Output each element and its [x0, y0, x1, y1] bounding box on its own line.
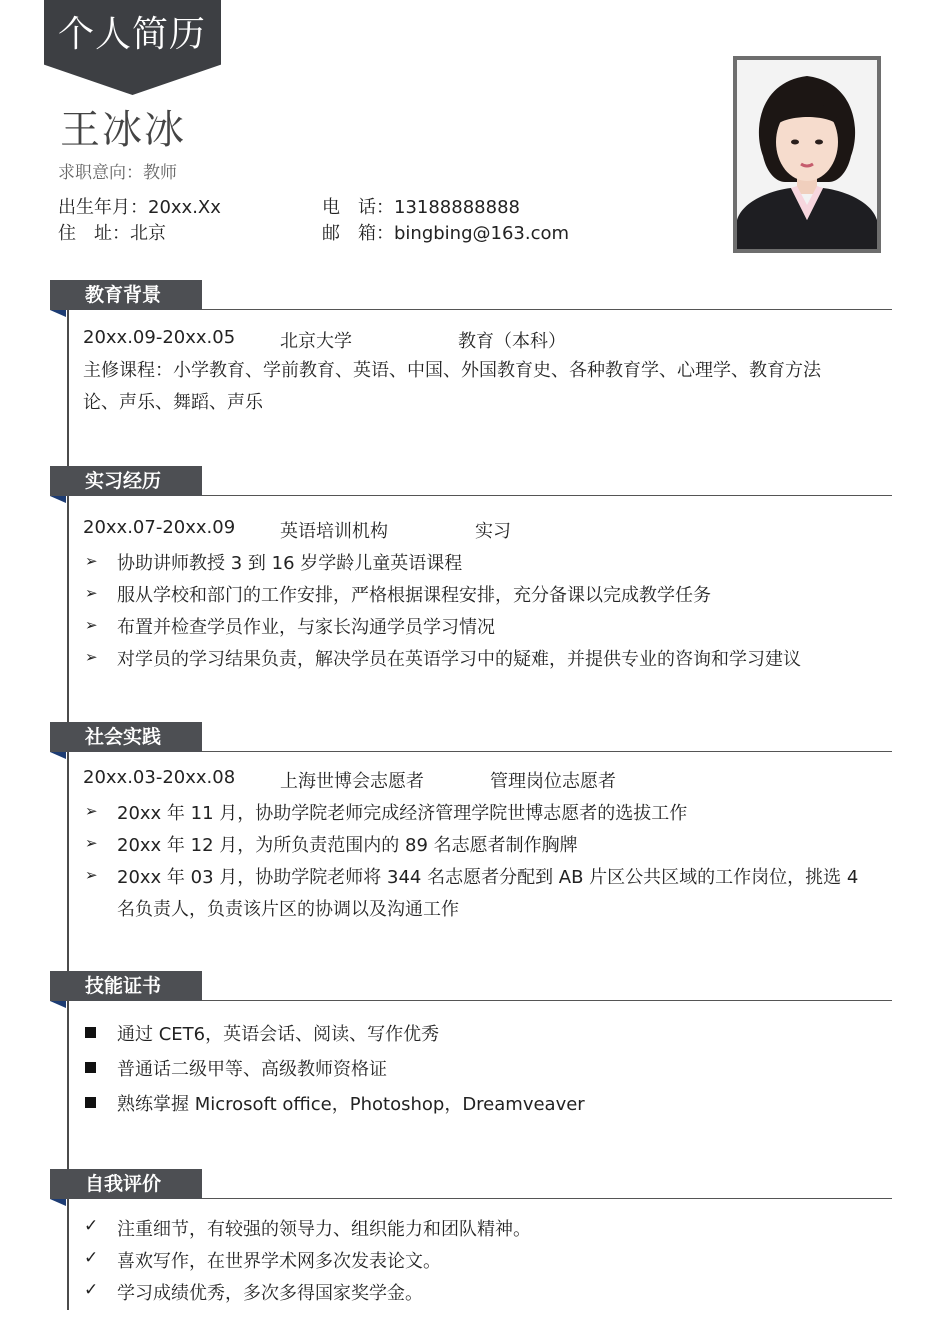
portrait-illustration	[737, 60, 877, 249]
arrow-bullet-icon: ➢	[85, 866, 98, 884]
section-divider	[202, 751, 892, 752]
arrow-bullet-icon: ➢	[85, 616, 98, 634]
birth-date: 出生年月：20xx.Xx	[58, 197, 221, 218]
section-divider	[202, 1198, 892, 1199]
square-bullet-icon	[85, 1062, 96, 1073]
list-item: 普通话二级甲等、高级教师资格证	[117, 1059, 387, 1080]
social-org: 上海世博会志愿者	[280, 771, 424, 792]
section-header-social	[50, 722, 202, 752]
section-header-self	[50, 1169, 202, 1199]
internship-role: 实习	[475, 521, 511, 542]
list-item: 对学员的学习结果负责，解决学员在英语学习中的疑难，并提供专业的咨询和学习建议	[117, 649, 801, 670]
education-courses-continued: 论、声乐、舞蹈、声乐	[83, 392, 263, 413]
internship-org: 英语培训机构	[280, 521, 388, 542]
arrow-bullet-icon: ➢	[85, 834, 98, 852]
person-name: 王冰冰	[60, 107, 186, 153]
education-courses: 主修课程：小学教育、学前教育、英语、中国、外国教育史、各种教育学、心理学、教育方法	[83, 360, 821, 381]
section-fold	[50, 1001, 66, 1008]
arrow-bullet-icon: ➢	[85, 648, 98, 666]
section-divider	[202, 1000, 892, 1001]
profile-photo	[733, 56, 881, 253]
list-item: 通过 CET6，英语会话、阅读、写作优秀	[117, 1024, 440, 1045]
social-role: 管理岗位志愿者	[490, 771, 616, 792]
list-item: 学习成绩优秀，多次多得国家奖学金。	[117, 1283, 423, 1304]
section-header-skills	[50, 971, 202, 1001]
list-item: 注重细节，有较强的领导力、组织能力和团队精神。	[117, 1219, 531, 1240]
section-divider	[202, 309, 892, 310]
section-fold	[50, 752, 66, 759]
banner-title: 个人简历	[58, 14, 207, 55]
section-title: 教育背景	[85, 284, 162, 306]
arrow-bullet-icon: ➢	[85, 802, 98, 820]
education-major: 教育（本科）	[458, 331, 566, 352]
education-school: 北京大学	[280, 331, 352, 352]
social-period: 20xx.03-20xx.08	[83, 767, 236, 788]
list-item: 熟练掌握 Microsoft office，Photoshop，Dreamveaver	[117, 1094, 585, 1115]
section-title: 社会实践	[85, 726, 162, 748]
check-icon: ✓	[84, 1248, 99, 1268]
section-divider	[202, 495, 892, 496]
list-item: 服从学校和部门的工作安排，严格根据课程安排，充分备课以完成教学任务	[117, 585, 711, 606]
section-title: 技能证书	[85, 975, 162, 997]
list-item: 20xx 年 11 月，协助学院老师完成经济管理学院世博志愿者的选拔工作	[117, 803, 688, 824]
square-bullet-icon	[85, 1097, 96, 1108]
section-header-internship	[50, 466, 202, 496]
section-fold	[50, 1199, 66, 1206]
section-fold	[50, 496, 66, 503]
education-period: 20xx.09-20xx.05	[83, 327, 236, 348]
arrow-bullet-icon: ➢	[85, 552, 98, 570]
list-item: 20xx 年 12 月，为所负责范围内的 89 名志愿者制作胸牌	[117, 835, 578, 856]
section-title: 实习经历	[85, 470, 162, 492]
check-icon: ✓	[84, 1280, 99, 1300]
section-title: 自我评价	[85, 1173, 162, 1195]
list-item: 布置并检查学员作业，与家长沟通学员学习情况	[117, 617, 495, 638]
phone: 电 话：13188888888	[322, 197, 520, 218]
job-intent: 求职意向：教师	[58, 163, 177, 183]
arrow-bullet-icon: ➢	[85, 584, 98, 602]
square-bullet-icon	[85, 1027, 96, 1038]
check-icon: ✓	[84, 1216, 99, 1236]
timeline-line	[67, 310, 69, 1310]
internship-period: 20xx.07-20xx.09	[83, 517, 236, 538]
list-item: 喜欢写作，在世界学术网多次发表论文。	[117, 1251, 441, 1272]
list-item-continued: 名负责人，负责该片区的协调以及沟通工作	[117, 899, 459, 920]
section-fold	[50, 310, 66, 317]
list-item: 协助讲师教授 3 到 16 岁学龄儿童英语课程	[117, 553, 463, 574]
list-item: 20xx 年 03 月，协助学院老师将 344 名志愿者分配到 AB 片区公共区域的工作岗位，挑选 4	[117, 867, 859, 888]
section-header-education	[50, 280, 202, 310]
address: 住 址：北京	[58, 223, 166, 244]
email: 邮 箱：bingbing@163.com	[322, 223, 570, 244]
